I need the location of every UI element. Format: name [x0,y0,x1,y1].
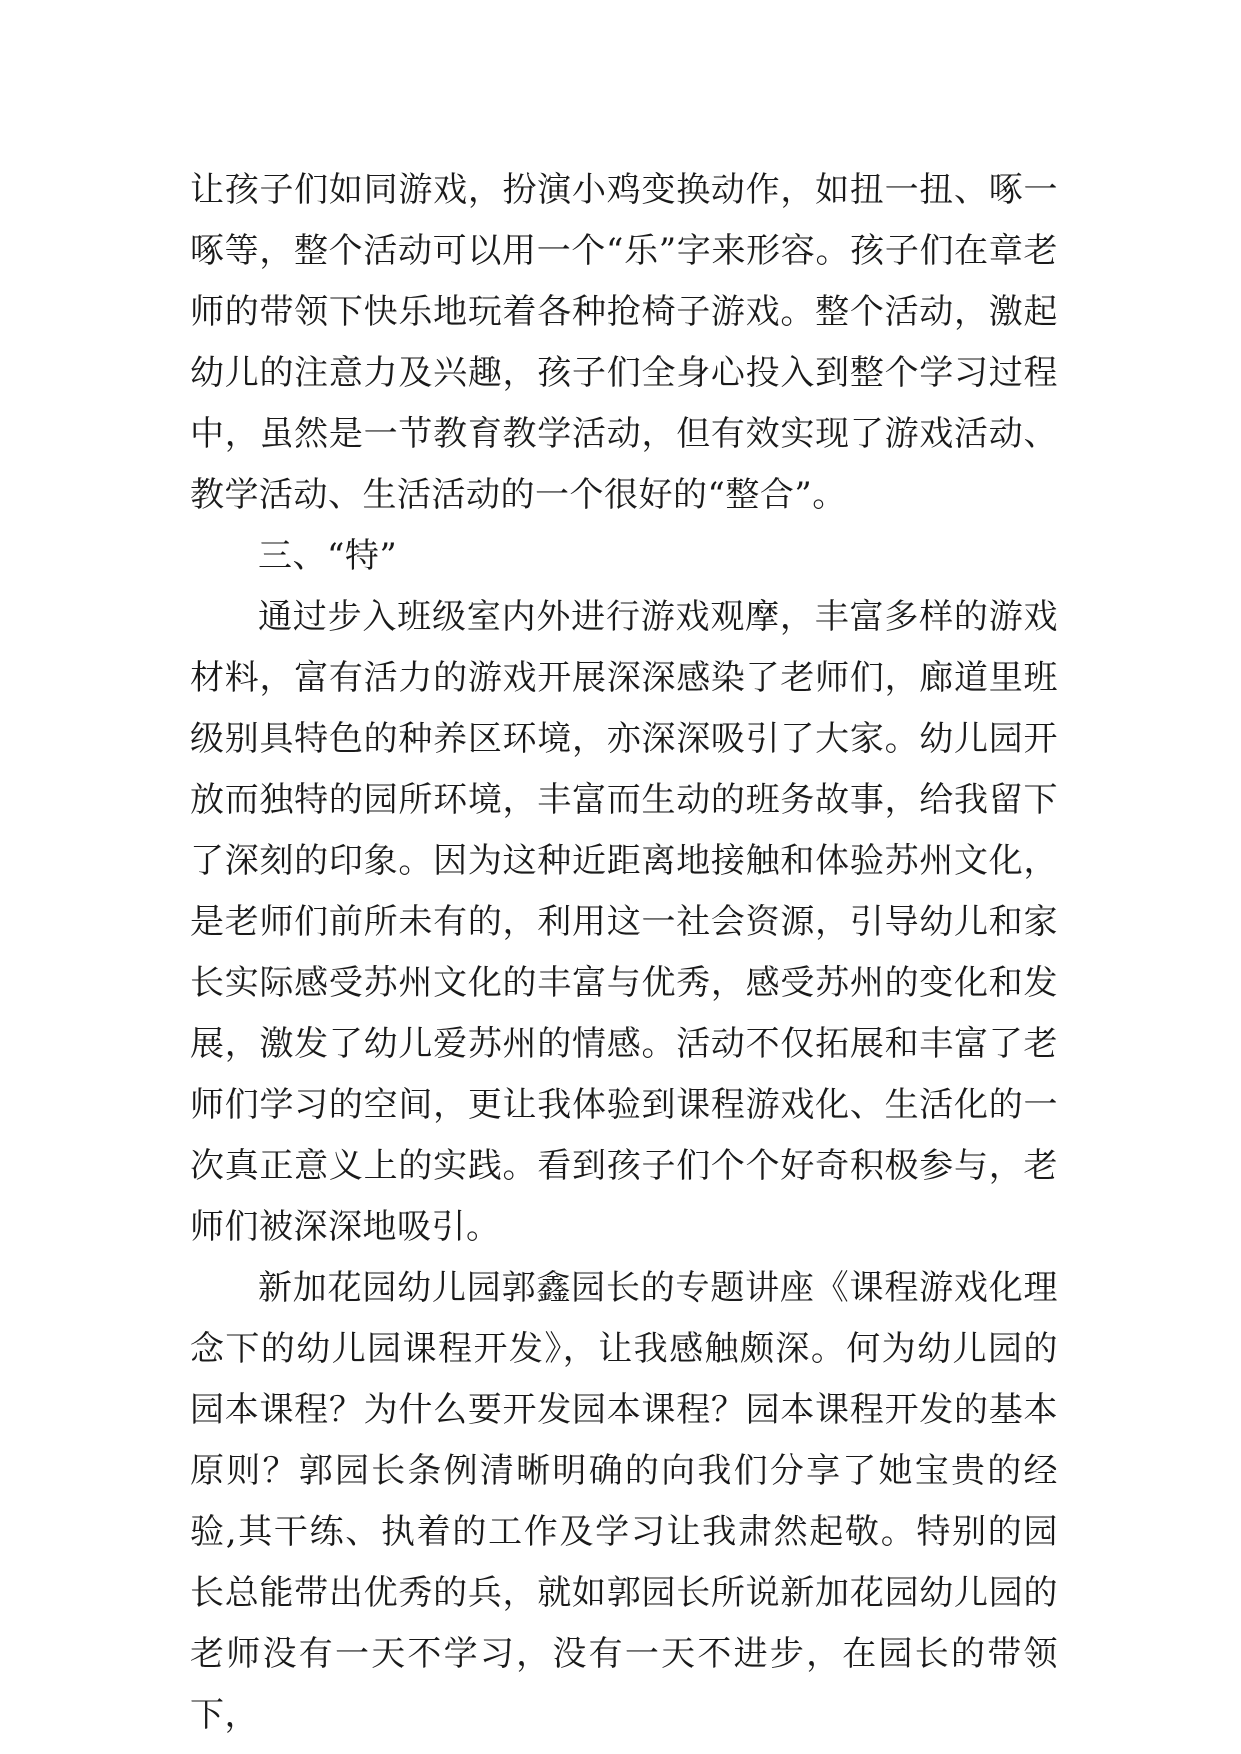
paragraph-lecture: 新加花园幼儿园郭鑫园长的专题讲座《课程游戏化理念下的幼儿园课程开发》，让我感触颇深。何为幼儿园的园本课程？为什么要开发园本课程？园本课程开发的基本原则？郭园长条例清晰明确的向我们分享了她宝贵的经验,其干练、执着的工作及学习让我肃然起敬。特别的园长总能带出优秀的兵，就如郭园长所说新加花园幼儿园的老师没有一天不学习，没有一天不进步，在园长的带领下， [190,1268,1058,1735]
document-body [190,160,1058,1746]
section-heading-te: 三、“特” [258,536,398,576]
paragraph-observation: 通过步入班级室内外进行游戏观摩，丰富多样的游戏材料，富有活力的游戏开展深深感染了老师们，廊道里班级别具特色的种养区环境，亦深深吸引了大家。幼儿园开放而独特的园所环境，丰富而生动的班务故事，给我留下了深刻的印象。因为这种近距离地接触和体验苏州文化，是老师们前所未有的，利用这一社会资源，引导幼儿和家长实际感受苏州文化的丰富与优秀，感受苏州的变化和发展，激发了幼儿爱苏州的情感。活动不仅拓展和丰富了老师们学习的空间，更让我体验到课程游戏化、生活化的一次真正意义上的实践。看到孩子们个个好奇积极参与，老师们被深深地吸引。 [190,597,1058,1247]
paragraph-continued: 让孩子们如同游戏，扮演小鸡变换动作，如扭一扭、啄一啄等，整个活动可以用一个“乐”字来形容。孩子们在章老师的带领下快乐地玩着各种抢椅子游戏。整个活动，激起幼儿的注意力及兴趣，孩子们全身心投入到整个学习过程中，虽然是一节教育教学活动，但有效实现了游戏活动、教学活动、生活活动的一个很好的“整合”。 [190,170,1058,515]
